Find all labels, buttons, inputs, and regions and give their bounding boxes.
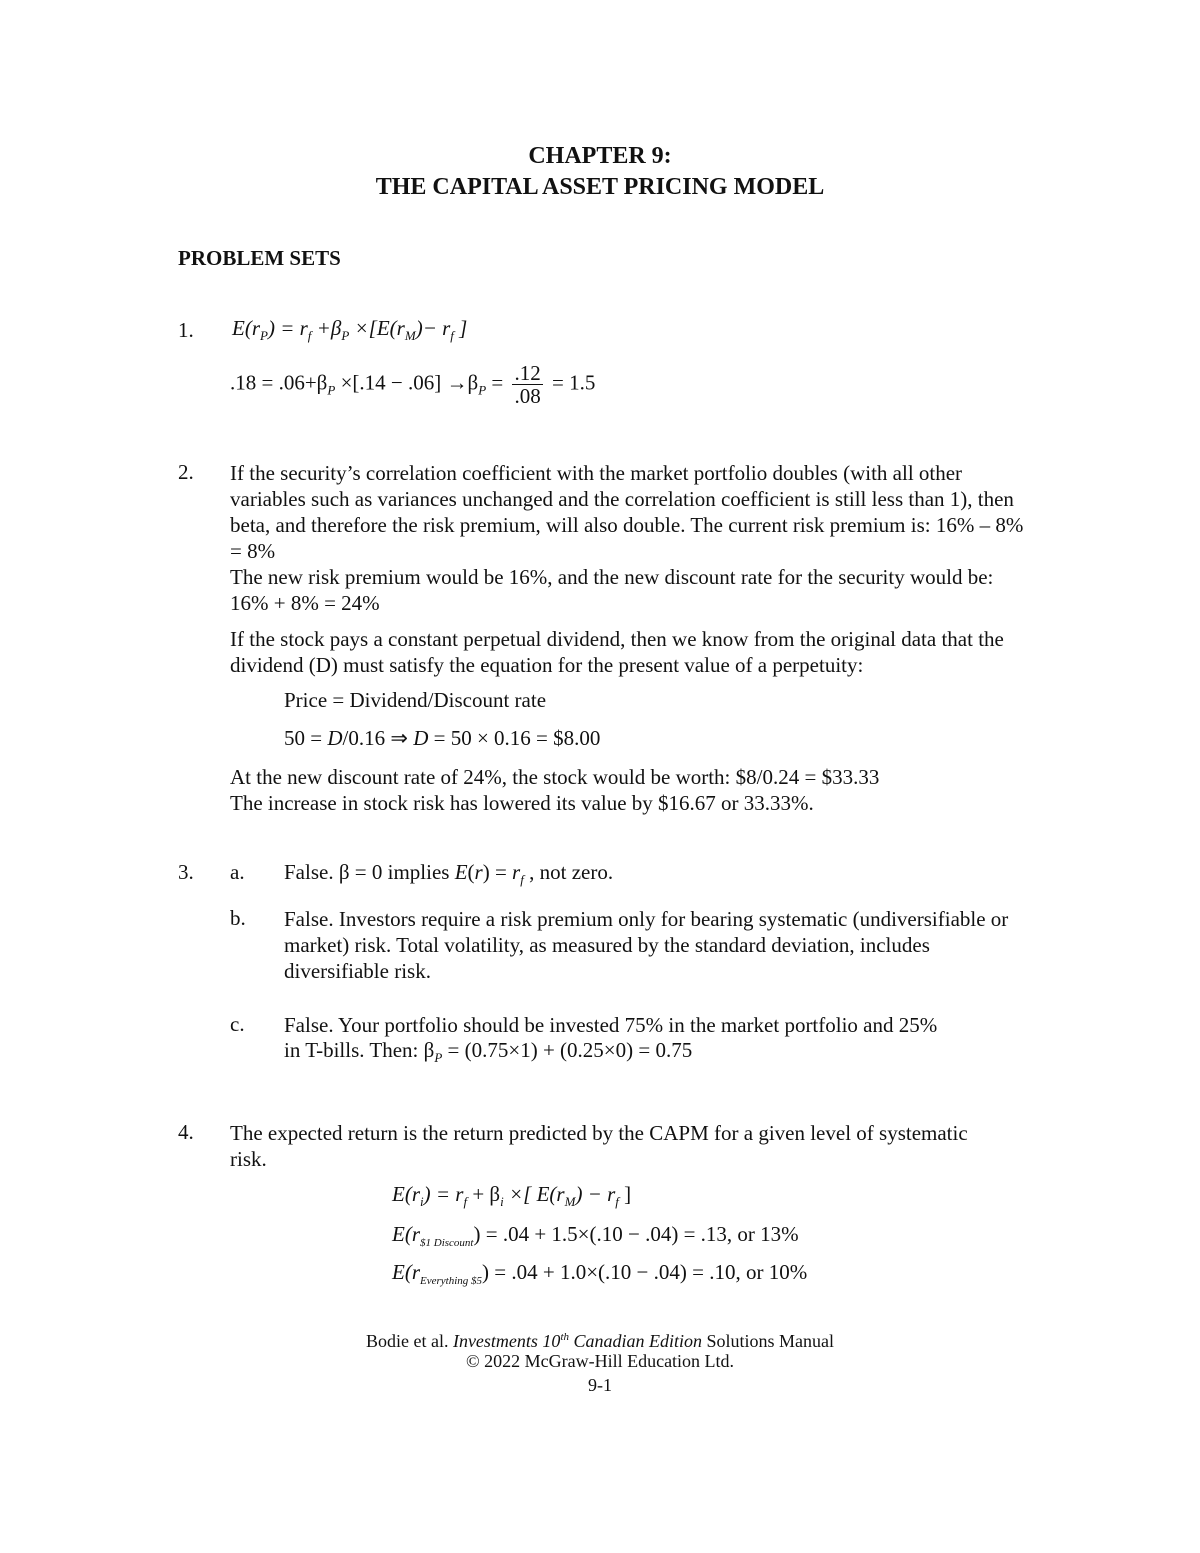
- problem-1-beta-solution: $.18 = .06+\beta_P \times[.14 - .06] \to\beta_P$ = $\frac{.12}{.08}$ = 1.5: [230, 361, 596, 408]
- problem-3c-text-line2: in T-bills. Then: $\beta_P = (0.75\times 1) + (0.25\times 0) = 0.75$: [284, 1038, 693, 1066]
- problem-3b-text: False. Investors require a risk premium only for bearing systematic (undiversifiable or market) risk. Total volatility, as measured by the standard deviation, includes diversifiable risk.: [284, 907, 1009, 983]
- problem-2-price-equation: Price = Dividend/Discount rate: [284, 688, 547, 712]
- problem-2-number: 2.: [178, 460, 194, 484]
- footer-citation: Bodie et al. Investments 10th Canadian Edition Solutions Manual: [365, 1331, 835, 1351]
- problem-2-paragraph-1: If the security’s correlation coefficient with the market portfolio doubles (with all other variables such as variances unchanged and the correlation coefficient is still less than 1), then beta, and therefore the risk premium, will also double. The current risk premium is: 16% – 8% = 8%: [230, 461, 1024, 563]
- problem-3a-label: a.: [230, 860, 245, 884]
- problem-3c-label: c.: [230, 1012, 245, 1036]
- problem-4-capm-equation: $E(r_i) = r_f + \beta_i$ ×[ $E(r_M) - r_f$ ]: [392, 1182, 632, 1210]
- problem-1-capm-equation: $E(r_P) = r_f +\beta_P \times[E(r_M)- r_f$ ]: [232, 316, 468, 344]
- problem-3-number: 3.: [178, 860, 194, 884]
- chapter-subtitle: THE CAPITAL ASSET PRICING MODEL: [375, 174, 825, 200]
- problem-2-paragraph-4: The increase in stock risk has lowered its value by $16.67 or 33.33%.: [230, 791, 814, 815]
- problem-3b-label: b.: [230, 906, 246, 930]
- problem-3a-text: False. β = 0 implies $E(r) = r_f$ , not zero.: [284, 860, 614, 888]
- problem-4-discount-equation: $E(r_{\$1 Discount}) = .04 + 1.5\times(.10 - .04) = .13$, or 13%: [392, 1222, 799, 1250]
- problem-2-paragraph-3: At the new discount rate of 24%, the stock would be worth: $8/0.24 = $33.33: [230, 765, 880, 789]
- problem-2-paragraph-2: If the stock pays a constant perpetual dividend, then we know from the original data that the dividend (D) must satisfy the equation for the present value of a perpetuity:: [230, 627, 1004, 677]
- problem-4-number: 4.: [178, 1120, 194, 1144]
- footer-copyright: © 2022 McGraw-Hill Education Ltd.: [465, 1351, 735, 1371]
- problem-3c-text-line1: False. Your portfolio should be invested 75% in the market portfolio and 25%: [284, 1013, 938, 1037]
- problem-2-dividend-equation: 50 = D/0.16 ⇒ D = 50 × 0.16 = $8.00: [284, 726, 601, 750]
- problem-1-number: 1.: [178, 318, 194, 342]
- problem-2-paragraph-1b: The new risk premium would be 16%, and the new discount rate for the security would be: 16% + 8% = 24%: [230, 565, 994, 615]
- page-number: 9-1: [588, 1375, 612, 1395]
- problem-4-paragraph: The expected return is the return predicted by the CAPM for a given level of systematic risk.: [230, 1121, 968, 1171]
- section-heading: PROBLEM SETS: [178, 246, 341, 270]
- beta-fraction: $\frac{.12}{.08}$: [514, 361, 541, 408]
- chapter-title: CHAPTER 9:: [528, 143, 672, 169]
- problem-4-everything-equation: $E(r_{Everything \$5}) = .04 + 1.0\times(.10 - .04) = .10$, or 10%: [392, 1260, 808, 1288]
